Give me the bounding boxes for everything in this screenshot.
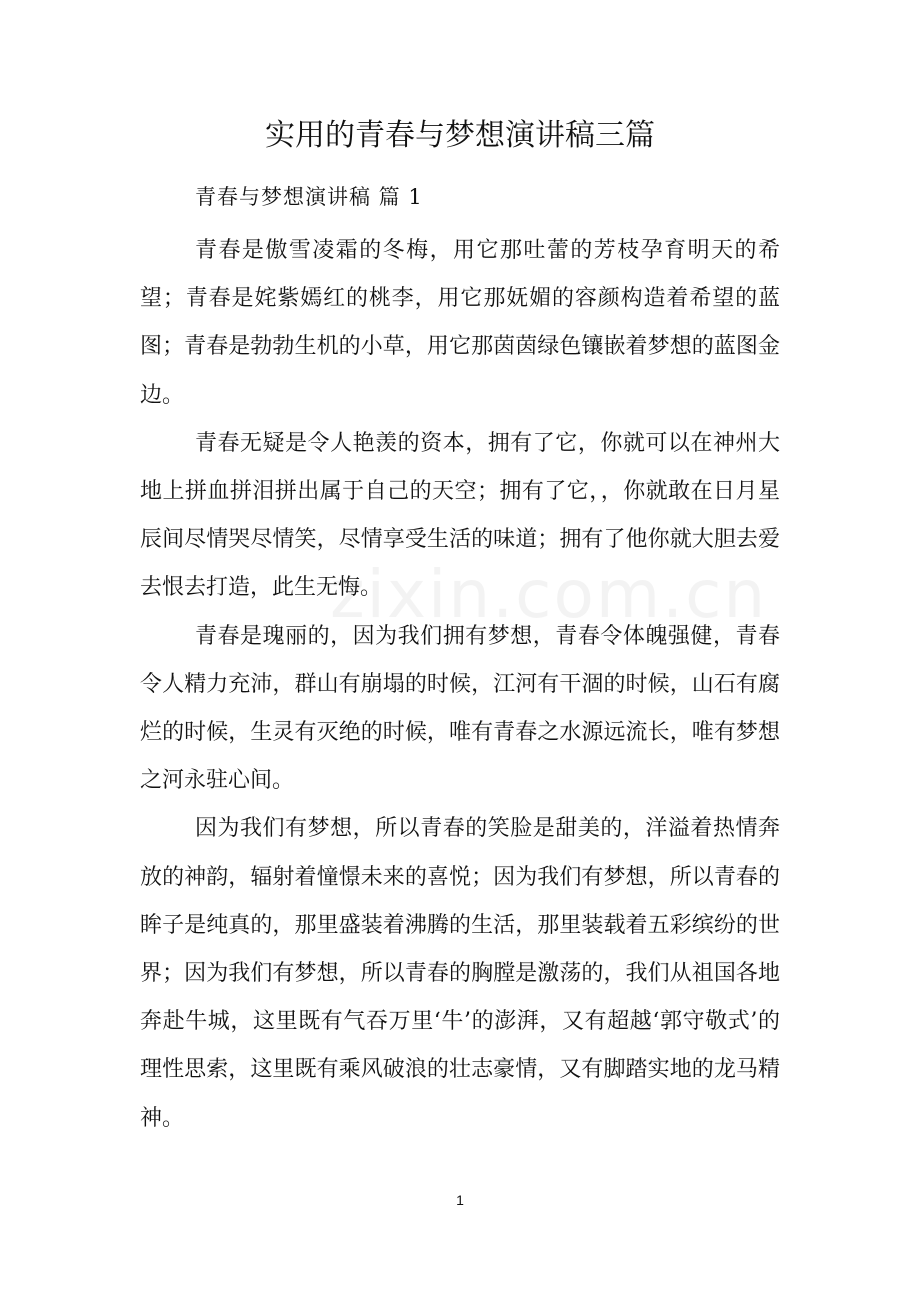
watermark: zixin.com.cn [330,556,768,633]
paragraph-4: 因为我们有梦想，所以青春的笑脸是甜美的，洋溢着热情奔放的神韵，辐射着憧憬未来的喜悦；因为我们有梦想，所以青春的眸子是纯真的，那里盛装着沸腾的生活，那里装载着五彩缤纷的世界；因为我们有梦想，所以青春的胸膛是激荡的，我们从祖国各地奔赴牛城，这里既有气吞万里‘牛’的澎湃，又有超越‘郭守敬式’的理性思索，这里既有乘风破浪的壮志豪情，又有脚踏实地的龙马精神。 [140,816,780,1131]
paragraph-1: 青春是傲雪凌霜的冬梅，用它那吐蕾的芳枝孕育明天的希望；青春是姹紫嫣红的桃李，用它那妩媚的容颜构造着希望的蓝图；青春是勃勃生机的小草，用它那茵茵绿色镶嵌着梦想的蓝图金边。 [140,238,780,408]
body-text [140,227,780,1143]
paragraph-3: 青春是瑰丽的，因为我们拥有梦想，青春令体魄强健，青春令人精力充沛，群山有崩塌的时候，江河有干涸的时候，山石有腐烂的时候，生灵有灭绝的时候，唯有青春之水源远流长，唯有梦想之河永驻心间。 [140,623,780,794]
section-subtitle: 青春与梦想演讲稿 篇 1 [195,185,423,209]
page-title: 实用的青春与梦想演讲稿三篇 [265,118,655,153]
page-number: 1 [456,1192,464,1208]
paragraph-2: 青春无疑是令人艳羡的资本，拥有了它，你就可以在神州大地上拼血拼泪拼出属于自己的天空；拥有了它，，你就敢在日月星辰间尽情哭尽情笑，尽情享受生活的味道；拥有了他你就大胆去爱去恨去打造，此生无悔。 [140,430,780,601]
